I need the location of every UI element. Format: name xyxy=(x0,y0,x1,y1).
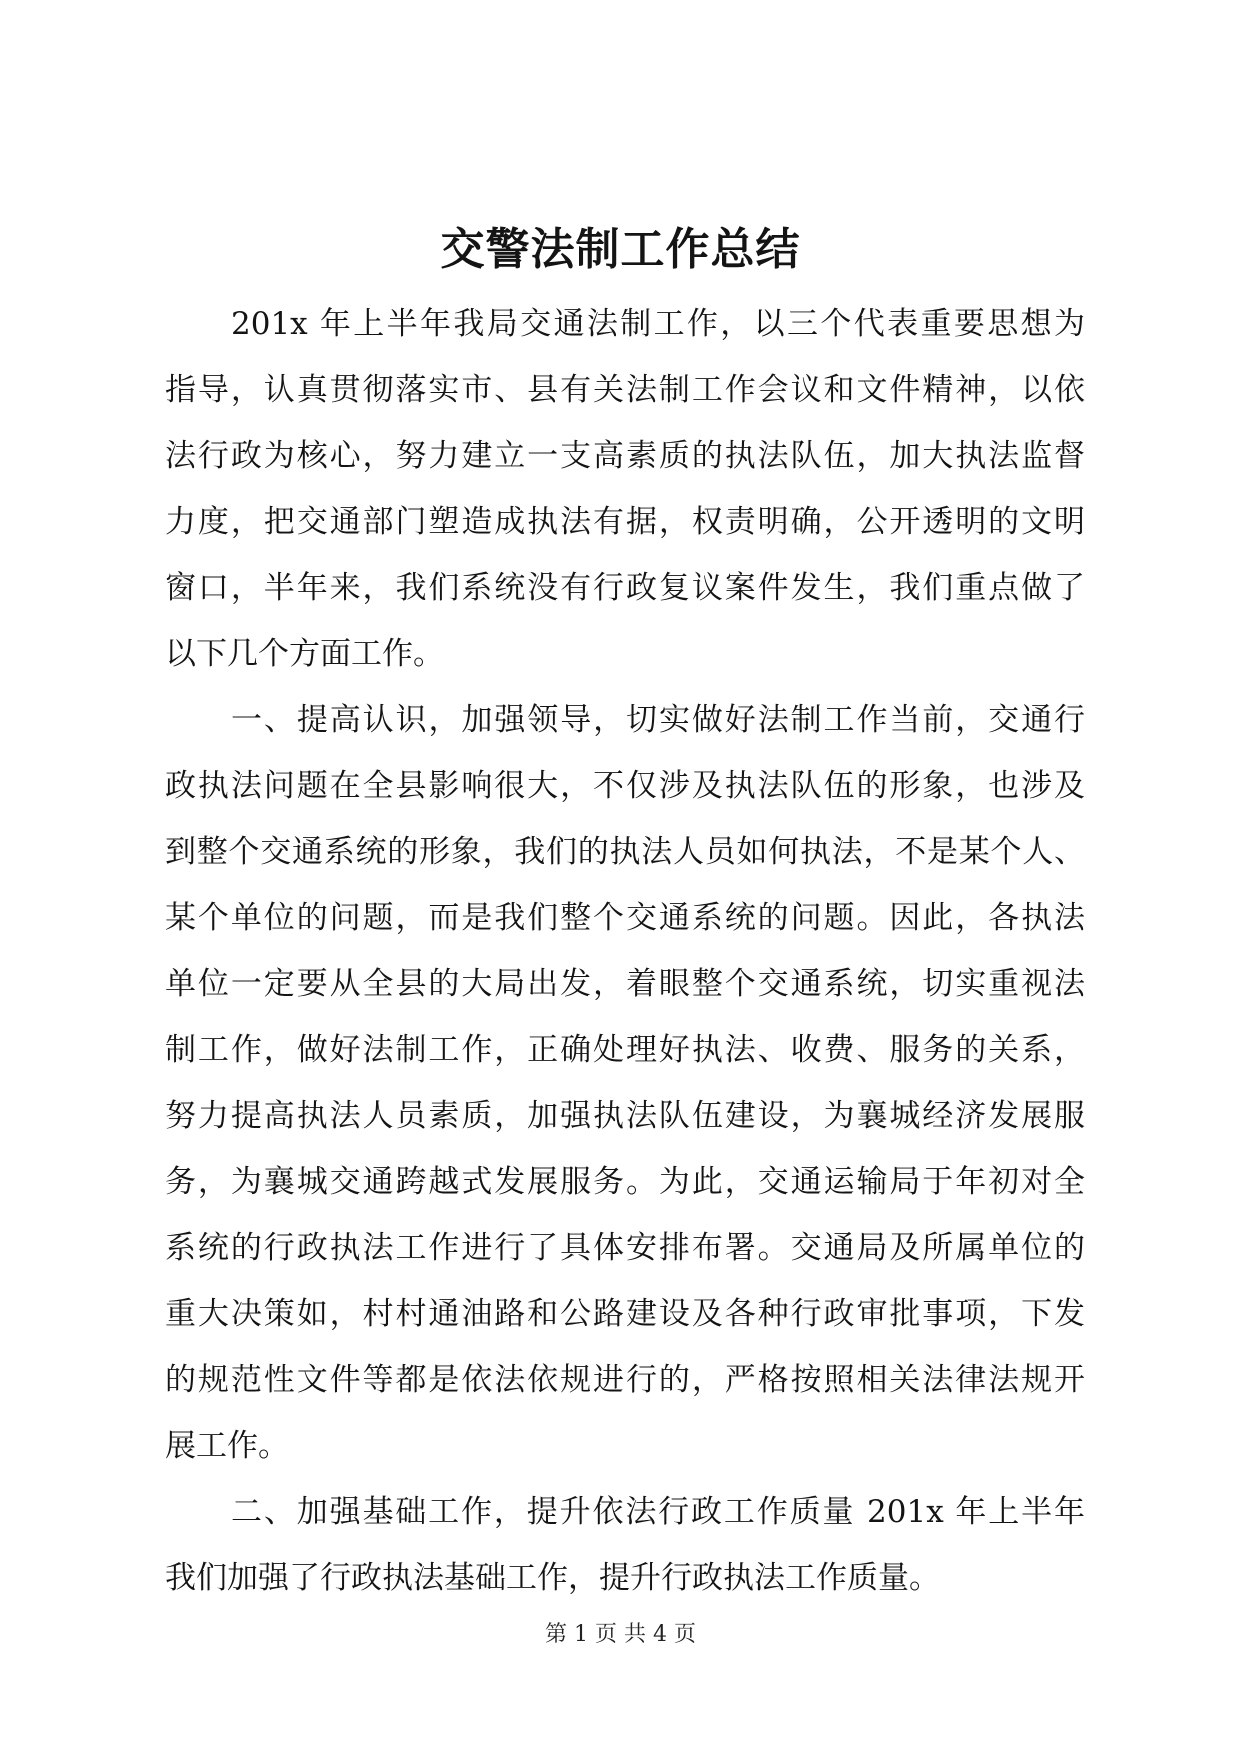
paragraph-line: 法行政为核心，努力建立一支高素质的执法队伍，加大执法监督 xyxy=(165,438,1085,474)
paragraph-line: 窗口，半年来，我们系统没有行政复议案件发生，我们重点做了 xyxy=(165,570,1085,606)
paragraph-line: 重大决策如，村村通油路和公路建设及各种行政审批事项，下发 xyxy=(165,1296,1085,1332)
document-body xyxy=(165,291,1085,1611)
paragraph-line: 一、提高认识，加强领导，切实做好法制工作当前，交通行 xyxy=(231,702,1085,738)
paragraph-line: 展工作。 xyxy=(165,1428,289,1464)
paragraph-line: 努力提高执法人员素质，加强执法队伍建设，为襄城经济发展服 xyxy=(165,1098,1085,1134)
paragraph-line: 指导，认真贯彻落实市、县有关法制工作会议和文件精神，以依 xyxy=(165,372,1085,408)
paragraph-intro xyxy=(165,291,1085,687)
document-title: 交警法制工作总结 xyxy=(440,224,801,275)
page-number-footer: 第 1 页 共 4 页 xyxy=(545,1622,696,1647)
paragraph-line: 二、加强基础工作，提升依法行政工作质量 201x 年上半年 xyxy=(231,1494,1085,1530)
paragraph-line: 以下几个方面工作。 xyxy=(165,636,444,672)
paragraph-line: 的规范性文件等都是依法依规进行的，严格按照相关法律法规开 xyxy=(165,1362,1085,1398)
paragraph-section-two xyxy=(165,1479,1085,1611)
paragraph-section-one xyxy=(165,687,1085,1479)
paragraph-line: 制工作，做好法制工作，正确处理好执法、收费、服务的关系， xyxy=(165,1032,1085,1068)
paragraph-line: 政执法问题在全县影响很大，不仅涉及执法队伍的形象，也涉及 xyxy=(165,768,1085,804)
paragraph-line: 务，为襄城交通跨越式发展服务。为此，交通运输局于年初对全 xyxy=(165,1164,1085,1200)
paragraph-line: 201x 年上半年我局交通法制工作，以三个代表重要思想为 xyxy=(231,306,1085,342)
paragraph-line: 系统的行政执法工作进行了具体安排布署。交通局及所属单位的 xyxy=(165,1230,1085,1266)
paragraph-line: 单位一定要从全县的大局出发，着眼整个交通系统，切实重视法 xyxy=(165,966,1085,1002)
paragraph-line: 某个单位的问题，而是我们整个交通系统的问题。因此，各执法 xyxy=(165,900,1085,936)
paragraph-line: 我们加强了行政执法基础工作，提升行政执法工作质量。 xyxy=(165,1560,940,1596)
paragraph-line: 力度，把交通部门塑造成执法有据，权责明确，公开透明的文明 xyxy=(165,504,1085,540)
paragraph-line: 到整个交通系统的形象，我们的执法人员如何执法，不是某个人、 xyxy=(165,834,1085,870)
